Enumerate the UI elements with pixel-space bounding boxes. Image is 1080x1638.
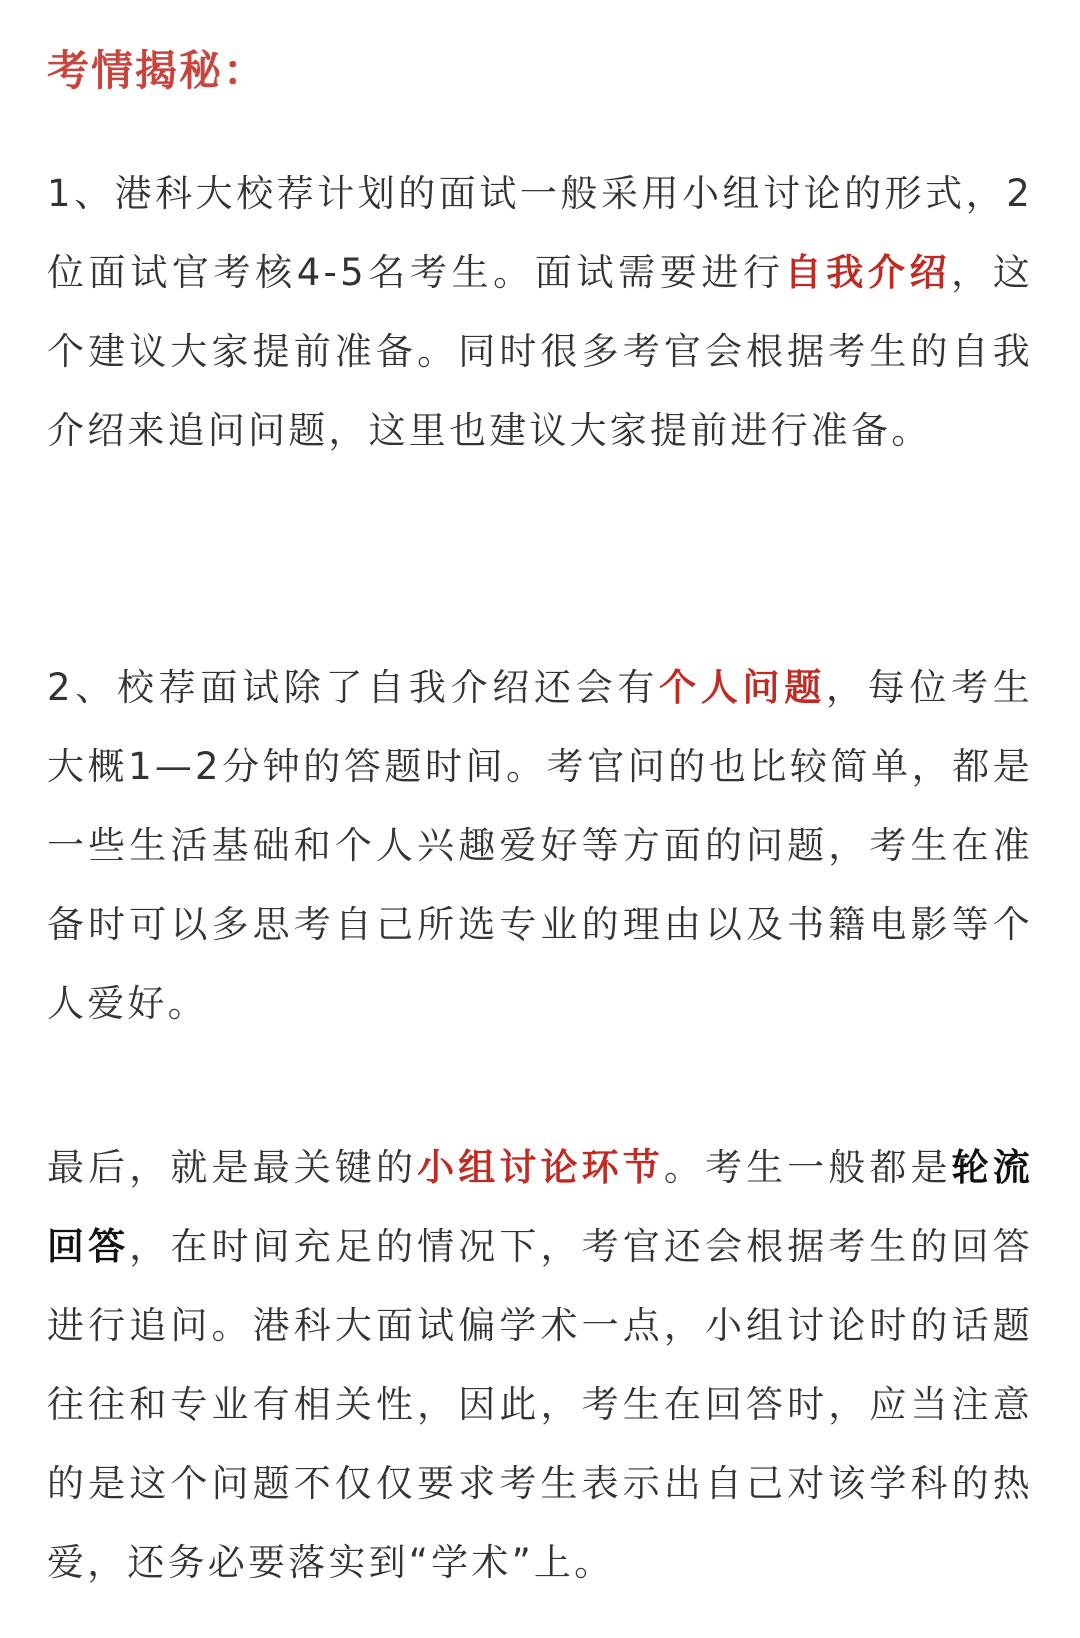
paragraph-text: ，这个建议大家提前准备。同时很多考官会根据考生的自我介绍来追问问题，这里也建议大家提前进行准备。: [47, 251, 1033, 452]
section-heading: 考情揭秘：: [47, 46, 268, 95]
paragraph-text: 最后，就是最关键的: [47, 1146, 418, 1189]
paragraph-text: ，每位考生大概1—2分钟的答题时间。考官问的也比较简单，都是一些生活基础和个人兴趣爱好等方面的问题，考生在准备时可以多思考自己所选专业的理由以及书籍电影等个人爱好。: [47, 666, 1033, 1025]
highlight-self-introduction: 自我介绍: [784, 251, 952, 294]
highlight-personal-questions: 个人问题: [659, 666, 826, 709]
paragraph-personal-questions: [47, 648, 1033, 1043]
highlight-group-discussion: 小组讨论环节: [417, 1146, 664, 1189]
paragraph-text: 。考生一般都是: [663, 1146, 952, 1189]
paragraph-group-discussion: [47, 1128, 1033, 1602]
highlight-take-turns: 轮流回答: [47, 1146, 1033, 1268]
paragraph-text: 2、校荐面试除了自我介绍还会有: [47, 666, 660, 709]
paragraph-interview-format: [47, 154, 1033, 470]
paragraph-text: 1、港科大校荐计划的面试一般采用小组讨论的形式，2位面试官考核4-5名考生。面试需要进行: [47, 172, 1033, 294]
paragraph-text: ，在时间充足的情况下，考官还会根据考生的回答进行追问。港科大面试偏学术一点，小组讨论时的话题往往和专业有相关性，因此，考生在回答时，应当注意的是这个问题不仅仅要求考生表示出自己对该学科的热爱，还务必要落实到“学术”上。: [47, 1225, 1033, 1584]
